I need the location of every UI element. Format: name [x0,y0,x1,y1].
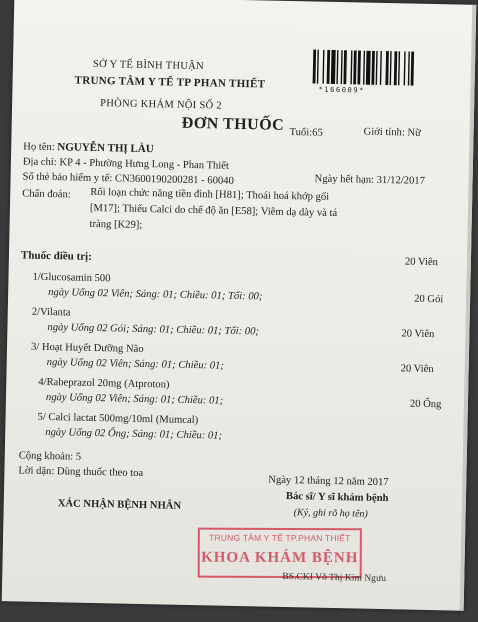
med-5-qty: 20 Ống [409,398,442,411]
insurance-expiry: Ngày hết hạn: 31/12/2017 [314,173,426,187]
med-1-name: 1/Glucosamin 500 [32,271,111,285]
med-4-dosage: ngày Uống 02 Viên; Sáng: 01; Chiều: 01; [45,391,224,407]
med-2-dosage: ngày Uống 02 Gói; Sáng: 01; Chiều: 01; Tối: 00; [47,321,260,338]
med-1-dosage: ngày Uống 02 Viên; Sáng: 01; Chiều: 01; Tối: 00; [48,287,263,303]
patient-gender: Giới tính: Nữ [363,126,421,139]
med-4-qty: 20 Viên [400,363,434,376]
patient-name: NGUYỄN THỊ LÀU [57,141,154,156]
med-3-qty: 20 Viên [401,328,435,341]
department-name: SỞ Y TẾ BÌNH THUẬN [92,58,205,73]
total-count: Cộng khoản: 5 [18,450,82,463]
diagnosis-line-3: tràng [K29]; [89,218,143,231]
med-5-name: 5/ Calci lactat 500mg/10ml (Mumcal) [37,411,199,427]
doctor-note: (Ký, ghi rõ họ tên) [293,507,368,520]
center-name: TRUNG TÂM Y TẾ TP PHAN THIẾT [74,74,266,91]
insurance-number: Số thẻ bảo hiểm y tế: CN3600190200281 - 60040 [22,171,234,187]
clinic-stamp [198,528,362,579]
barcode-icon [311,49,454,88]
stamp-main-text: KHOA KHÁM BỆNH [201,549,359,567]
med-2-qty: 20 Gói [414,293,444,306]
diagnosis-line-2: [M17]; Thiếu Calci do chế độ ăn [E58]; Viêm dạ dày và tá [89,202,338,220]
prescription-paper [2,0,477,611]
patient-name-label: Họ tên: [23,141,55,154]
advice: Lời dặn: Dùng thuốc theo toa [18,465,144,480]
paper-edge [460,5,477,611]
med-3-dosage: ngày Uống 02 Viên; Sáng: 01; Chiều: 01; [46,356,225,372]
doctor-title: Bác sĩ/ Y sĩ khám bệnh [285,491,389,505]
doctor-name: BS.CKI Võ Thị Kim Ngưu [282,570,387,585]
patient-address: Địa chỉ: KP 4 - Phường Hưng Long - Phan Thiết [22,156,229,172]
confirm-label: XÁC NHẬN BỆNH NHÂN [57,498,182,512]
barcode-number: *166009* [318,85,366,95]
prescription-date: Ngày 12 tháng 12 năm 2017 [268,474,389,489]
med-2-name: 2/Vilanta [31,306,71,319]
med-3-name: 3/ Hoạt Huyết Dưỡng Não [30,341,144,356]
diagnosis-label: Chẩn đoán: [22,188,71,201]
med-1-qty: 20 Viên [404,256,439,269]
med-4-name: 4/Rabeprazol 20mg (Atproton) [38,376,170,391]
treatment-label: Thuốc điều trị: [20,249,92,263]
clinic-name: PHÒNG KHÁM NỘI SỐ 2 [100,98,223,112]
diagnosis-line-1: Rối loạn chức năng tiền đình [H81]; Thoái hoá khớp gối [90,186,330,203]
patient-age: Tuổi:65 [289,127,323,139]
patient-name-row [23,140,154,155]
page-title: ĐƠN THUỐC [181,114,285,134]
stamp-top-text: TRUNG TÂM Y TẾ TP.PHAN THIẾT [209,532,351,544]
med-5-dosage: ngày Uống 02 Ống; Sáng: 01; Chiều: 01; [45,426,223,442]
